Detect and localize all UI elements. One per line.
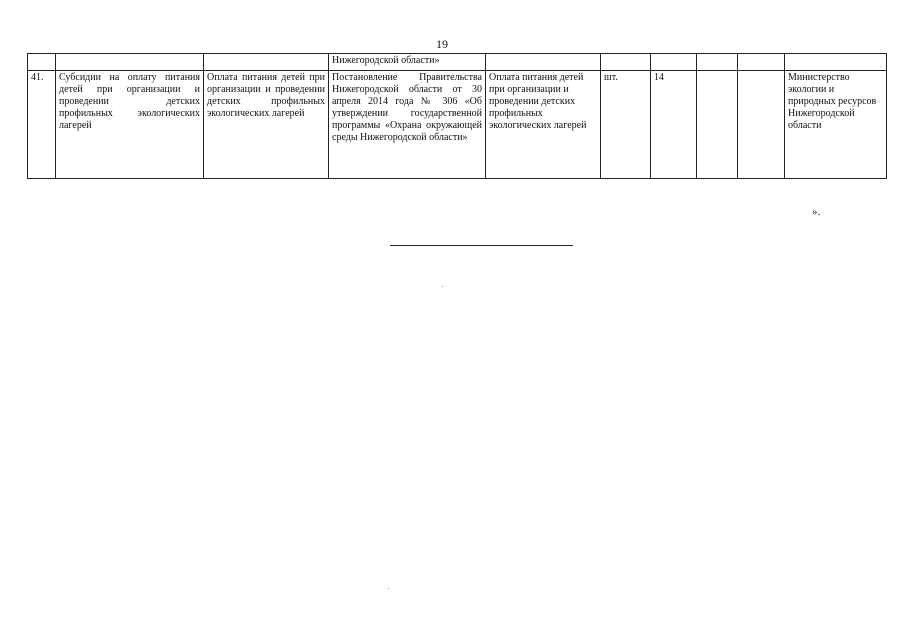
cell-result [486,54,601,71]
cell-ministry [785,54,887,71]
table-row [28,71,887,179]
subsidy-name: Субсидии на оплату питания детей при организации и проведении детских профильных экологических лагерей [56,71,204,179]
cell-basis: Нижегородской области» [329,54,486,71]
row-number: 41. [28,71,56,179]
separator-line [390,245,573,246]
indicator-value: 14 [651,71,697,179]
scan-speck [388,588,389,589]
legal-basis: Постановление Правительства Нижегородской области от 30 апреля 2014 года № 306 «Об утверждении государственной программы «Охрана окружающей среды Нижегородской области» [329,71,486,179]
cell-col9 [738,54,785,71]
cell-col9 [738,71,785,179]
cell-unit [601,54,651,71]
closing-quote-mark: ». [812,206,821,218]
page-number: 19 [436,37,448,51]
subsidy-table [27,53,887,179]
cell-col8 [697,54,738,71]
cell-value [651,54,697,71]
cell-name [56,54,204,71]
responsible-ministry: Министерство экологии и природных ресурсов Нижегородской области [785,71,887,179]
subsidy-purpose: Оплата питания детей при организации и проведении детских профильных экологических лагерей [204,71,329,179]
cell-col8 [697,71,738,179]
cell-purpose [204,54,329,71]
unit-of-measure: шт. [601,71,651,179]
subsidy-result: Оплата питания детей при организации и проведении детских профильных экологических лагерей [486,71,601,179]
cell-num [28,54,56,71]
table-row-continuation [28,54,887,71]
scan-speck [442,286,443,287]
